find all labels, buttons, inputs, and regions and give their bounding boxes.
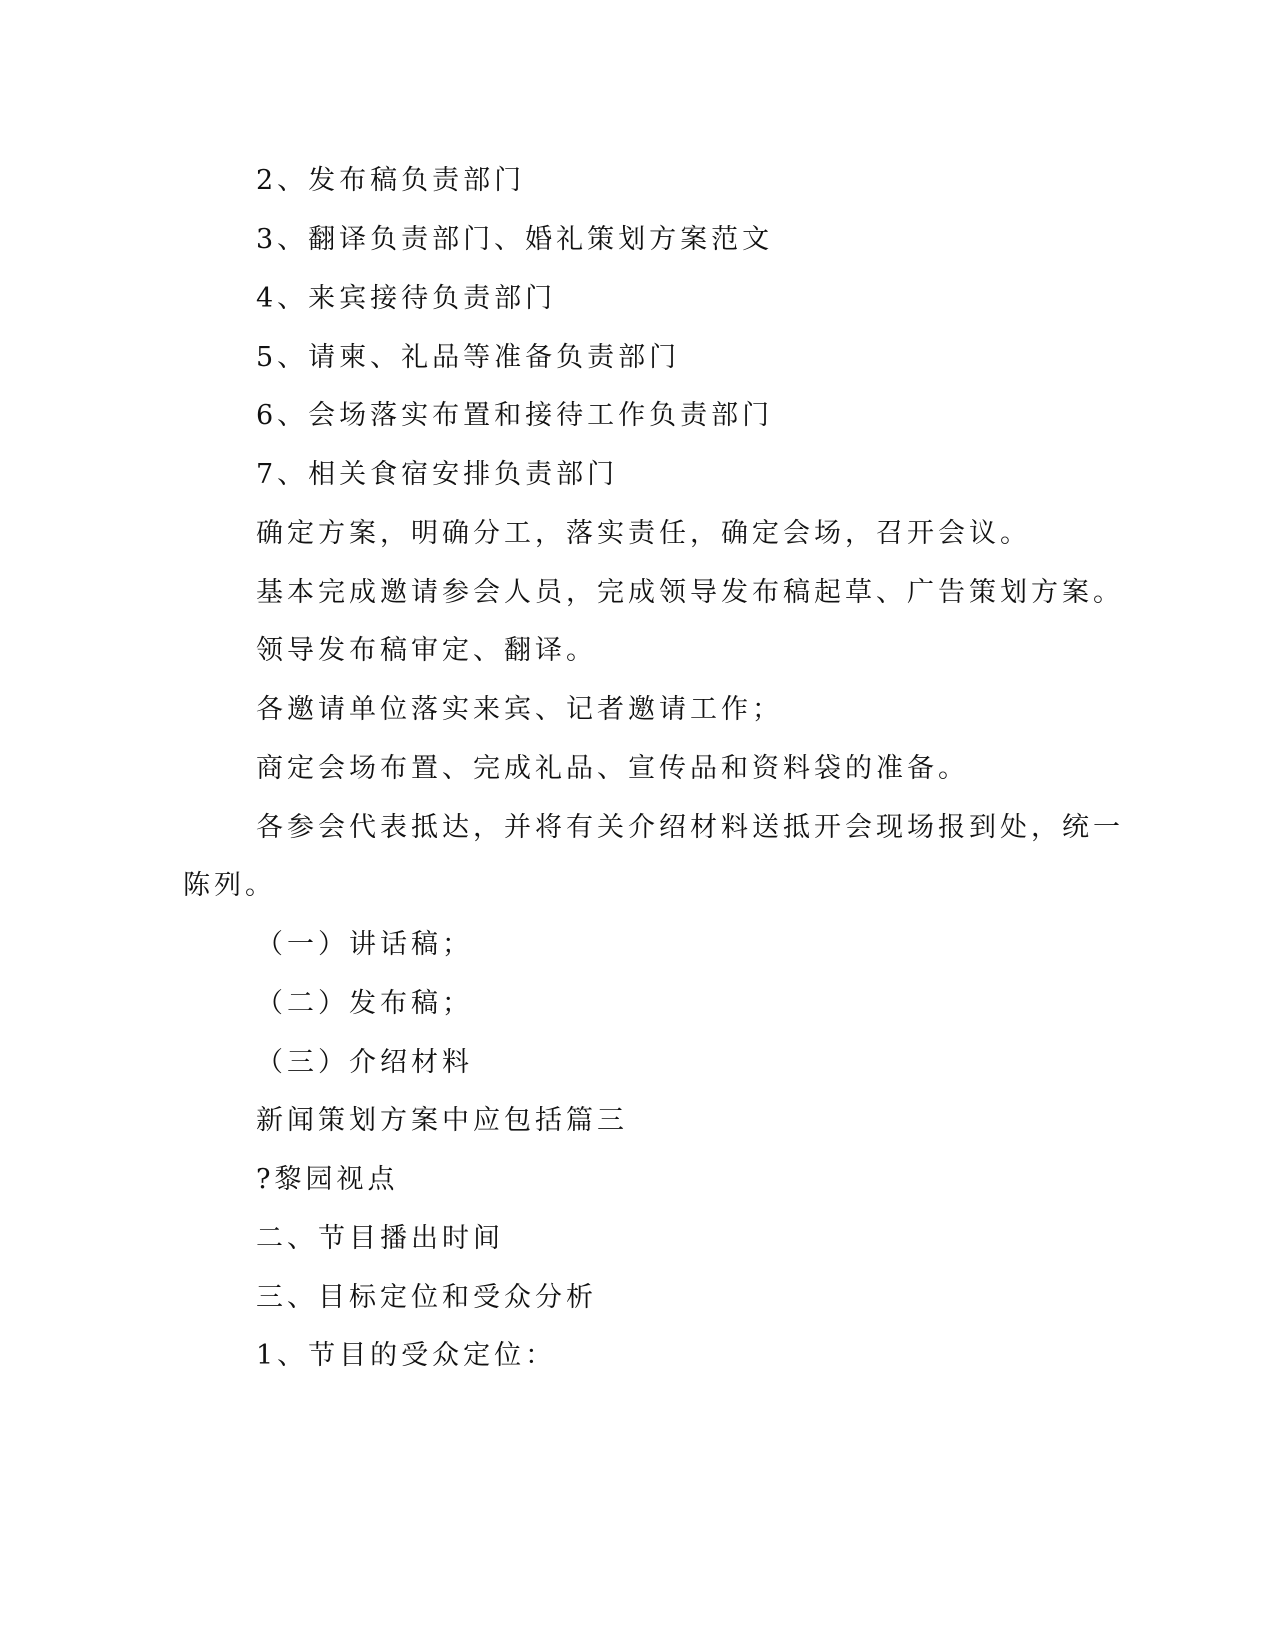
text-line: 领导发布稿审定、翻译。 <box>256 635 597 666</box>
text-line: ?黎园视点 <box>256 1164 399 1195</box>
text-line: 基本完成邀请参会人员，完成领导发布稿起草、广告策划方案。 <box>256 577 1124 608</box>
text-line: 7、相关食宿安排负责部门 <box>256 459 619 490</box>
text-line: 三、目标定位和受众分析 <box>256 1282 597 1313</box>
text-line: 确定方案，明确分工，落实责任，确定会场，召开会议。 <box>256 518 1031 549</box>
text-line: 6、会场落实布置和接待工作负责部门 <box>256 400 774 431</box>
text-line: （一）讲话稿； <box>256 929 473 960</box>
text-line: 各邀请单位落实来宾、记者邀请工作； <box>256 694 783 725</box>
section-heading: 新闻策划方案中应包括篇三 <box>256 1105 628 1136</box>
text-line: 1、节目的受众定位： <box>256 1340 557 1371</box>
text-line: 4、来宾接待负责部门 <box>256 283 557 314</box>
text-line: 各参会代表抵达，并将有关介绍材料送抵开会现场报到处，统一 <box>256 812 1124 843</box>
text-line: 陈列。 <box>183 870 276 901</box>
text-line: 5、请柬、礼品等准备负责部门 <box>256 342 681 373</box>
text-line: 商定会场布置、完成礼品、宣传品和资料袋的准备。 <box>256 753 969 784</box>
text-line: （二）发布稿； <box>256 988 473 1019</box>
text-line: 2、发布稿负责部门 <box>256 165 526 196</box>
text-line: （三）介绍材料 <box>256 1047 473 1078</box>
text-line: 3、翻译负责部门、婚礼策划方案范文 <box>256 224 774 255</box>
text-line: 二、节目播出时间 <box>256 1223 504 1254</box>
